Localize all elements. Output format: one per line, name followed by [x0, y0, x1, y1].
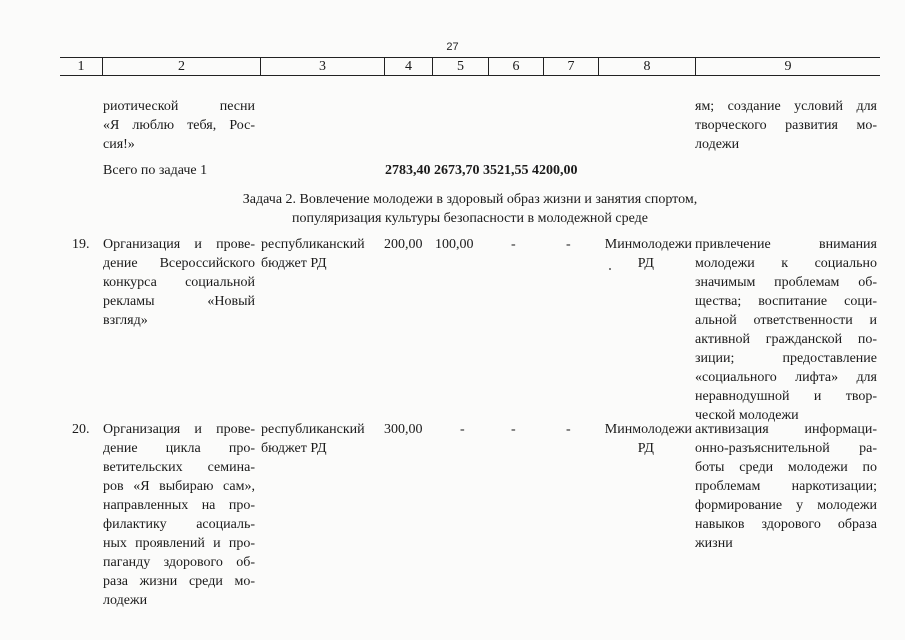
row-value-1: 200,00 [384, 237, 423, 252]
carry-over-name: риотической песни «Я люблю тебя, Рос- сия!» [103, 99, 255, 152]
carry-over-result: ям; создание условий для творческого развития мо- лодежи [695, 99, 877, 152]
row-value-3: - [511, 237, 516, 252]
row-value-3: - [511, 422, 516, 437]
scan-speck [609, 268, 611, 270]
page-number: 27 [446, 41, 459, 53]
column-header: 3 [260, 58, 384, 75]
row-executor: Минмолодежи РД [604, 237, 692, 271]
row-result: привлечение внимания молодежи к социально значимым проблемам об- щества; воспитание соци- альной ответственности и активной гражданской по- зиции; предоставление «социального лифта» для неравнодушной и твор- ческой молодежи [695, 237, 877, 423]
column-header: 2 [102, 58, 260, 75]
column-header-row [60, 57, 880, 76]
row-source: республиканский бюджет РД [261, 237, 365, 271]
row-value-4: - [566, 237, 571, 252]
row-number: 20. [72, 422, 90, 437]
task-heading: Задача 2. Вовлечение молодежи в здоровый образ жизни и занятия спортом, популяризация культуры безопасности в молодежной среде [242, 192, 698, 226]
total-values: 2783,40 2673,70 3521,55 4200,00 [385, 163, 578, 178]
row-value-1: 300,00 [384, 422, 423, 437]
column-header: 5 [432, 58, 488, 75]
column-header: 9 [695, 58, 880, 75]
row-number: 19. [72, 237, 90, 252]
column-header: 1 [77, 59, 85, 74]
column-header: 4 [384, 58, 432, 75]
column-header: 8 [598, 58, 695, 75]
row-value-2: - [460, 422, 465, 437]
row-name: Организация и прове- дение Всероссийского конкурса социальной рекламы «Новый взгляд» [103, 237, 255, 328]
column-header: 7 [543, 58, 598, 75]
row-executor: Минмолодежи РД [604, 422, 692, 456]
row-result: активизация информаци- онно-разъяснительной ра- боты среди молодежи по проблемам наркотизации; формирование у молодежи навыков здорового образа жизни [695, 422, 877, 551]
total-label: Всего по задаче 1 [103, 163, 208, 178]
row-source: республиканский бюджет РД [261, 422, 365, 456]
row-value-2: 100,00 [435, 237, 474, 252]
row-name: Организация и прове- дение цикла про- ветительских семина- ров «Я выбираю сам», направленных на про- филактику асоциаль- ных проявлений и про- паганду здорового об- раза жизни среди мо- лодежи [103, 422, 255, 608]
row-value-4: - [566, 422, 571, 437]
column-header: 6 [488, 58, 543, 75]
